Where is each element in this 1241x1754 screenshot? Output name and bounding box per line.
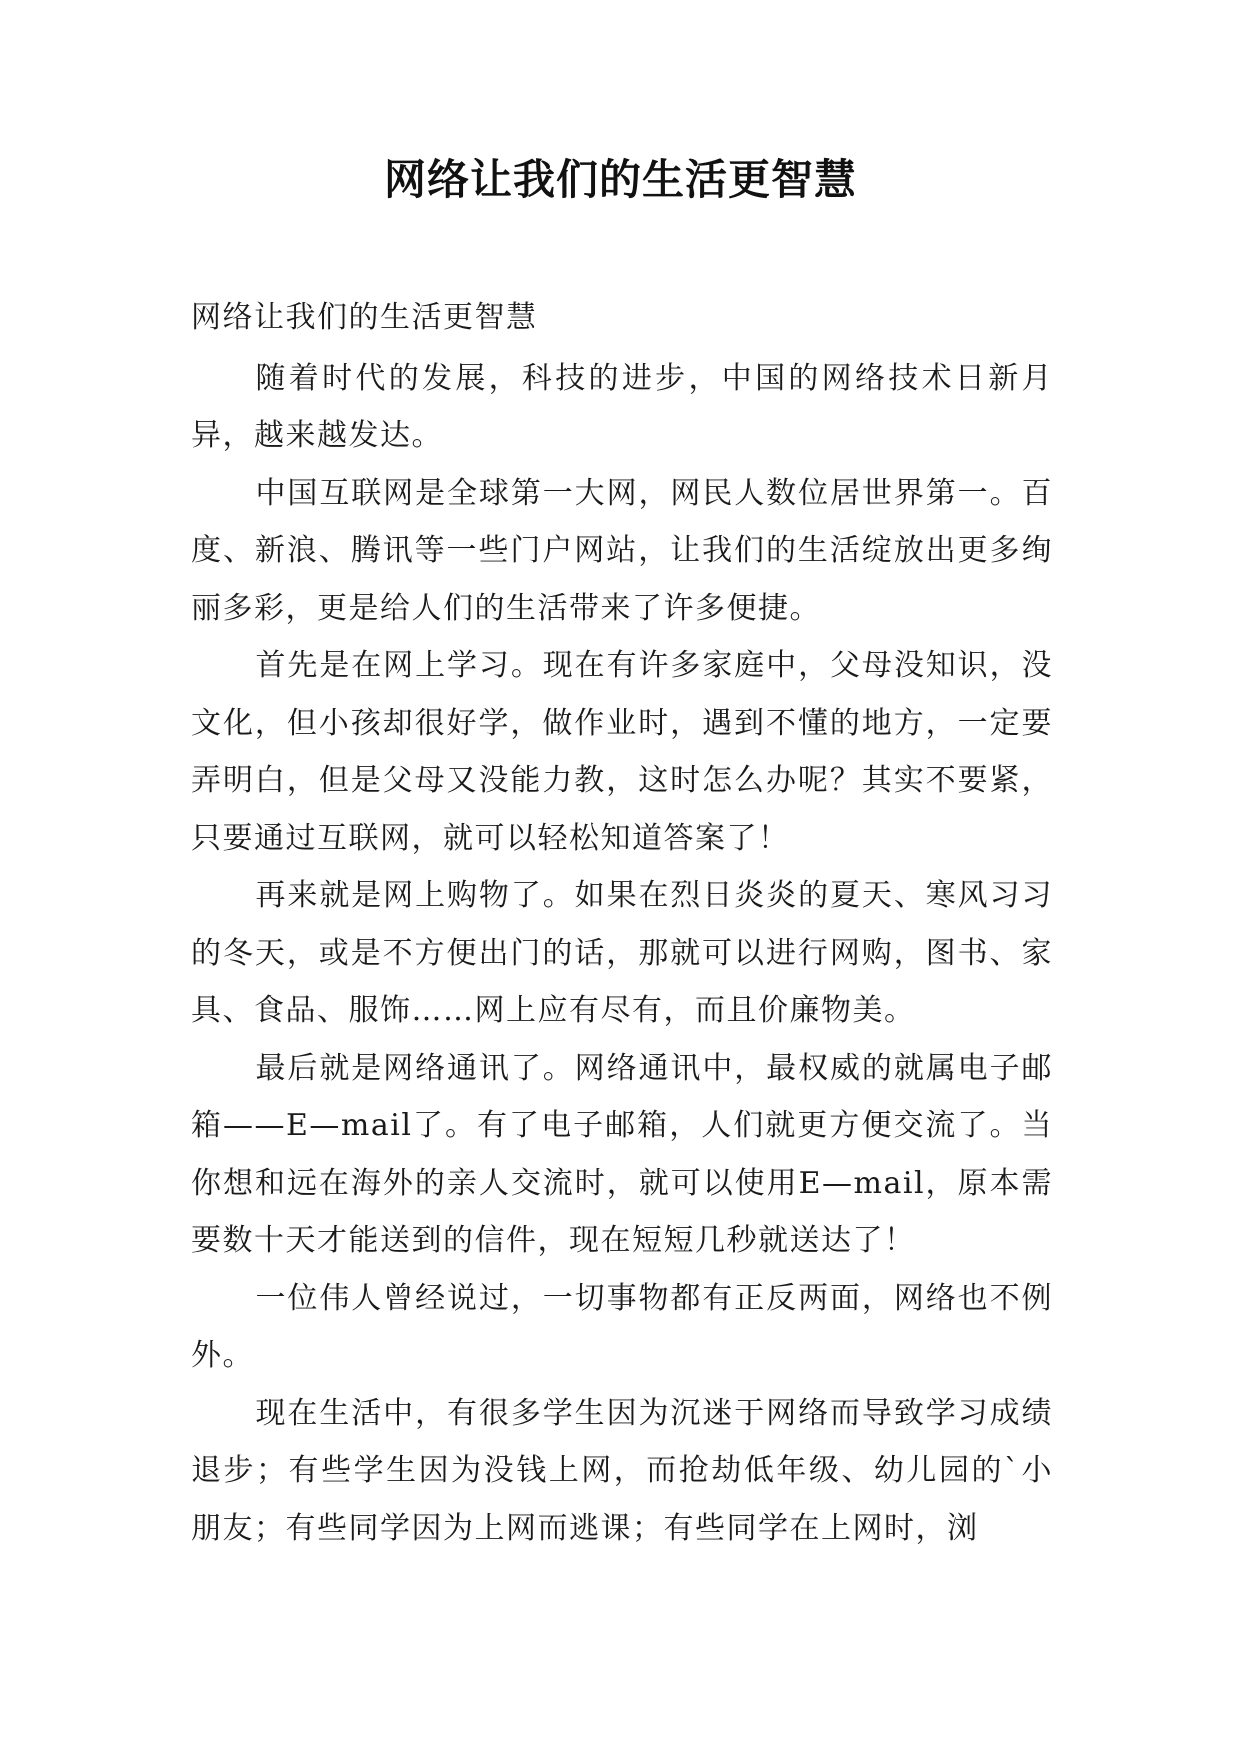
paragraph: 最后就是网络通讯了。网络通讯中，最权威的就属电子邮箱——E—mail了。有了电子邮箱，人们就更方便交流了。当你想和远在海外的亲人交流时，就可以使用E—mail，原本需要数十天才能送到的信件，现在短短几秒就送达了！ [191, 1050, 1053, 1258]
paragraph: 首先是在网上学习。现在有许多家庭中，父母没知识，没文化，但小孩却很好学，做作业时，遇到不懂的地方，一定要弄明白，但是父母又没能力教，这时怎么办呢？其实不要紧，只要通过互联网，就可以轻松知道答案了！ [191, 648, 1053, 856]
paragraph: 再来就是网上购物了。如果在烈日炎炎的夏天、寒风习习的冬天，或是不方便出门的话，那就可以进行网购，图书、家具、食品、服饰……网上应有尽有，而且价廉物美。 [191, 878, 1053, 1028]
paragraph: 一位伟人曾经说过，一切事物都有正反两面，网络也不例外。 [191, 1280, 1053, 1373]
paragraph: 中国互联网是全球第一大网，网民人数位居世界第一。百度、新浪、腾讯等一些门户网站，让我们的生活绽放出更多绚丽多彩，更是给人们的生活带来了许多便捷。 [191, 475, 1053, 626]
paragraph: 现在生活中，有很多学生因为沉迷于网络而导致学习成绩退步；有些学生因为没钱上网，而抢劫低年级、幼儿园的`小朋友；有些同学因为上网而逃课；有些同学在上网时，浏 [191, 1395, 1053, 1546]
document-body [191, 289, 1053, 1557]
body-heading: 网络让我们的生活更智慧 [191, 300, 538, 335]
paragraph: 随着时代的发展，科技的进步，中国的网络技术日新月异，越来越发达。 [191, 360, 1053, 453]
document-title: 网络让我们的生活更智慧 [383, 155, 857, 204]
